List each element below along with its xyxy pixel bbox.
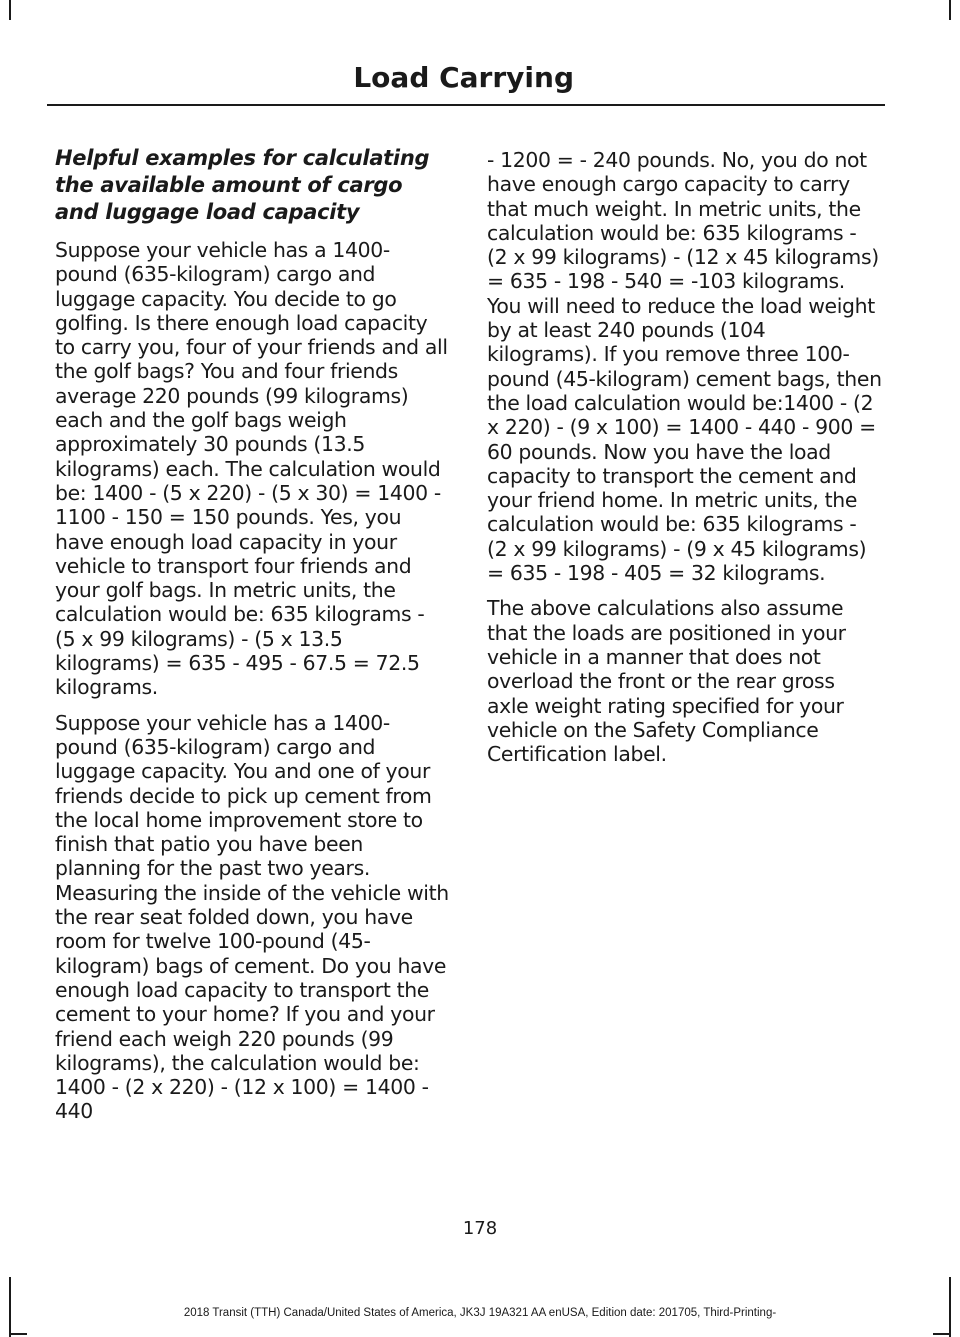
crop-mark-top-right — [949, 0, 951, 20]
left-column — [55, 145, 450, 1135]
crop-mark-bottom-left-h — [9, 1333, 27, 1335]
page-number: 178 — [462, 1218, 498, 1239]
paragraph-axle-note: The above calculations also assume that the loads are positioned in your vehicle in a manner that does not overload the front or the rear gross axle weight rating specified for your vehicle on the Safety Compliance Certification label. — [487, 596, 846, 767]
subheading: Helpful examples for calculating the available amount of cargo and luggage load capacity — [55, 146, 430, 224]
crop-mark-top-left — [9, 0, 11, 20]
crop-mark-bottom-right-h — [933, 1333, 951, 1335]
paragraph-golf-example: Suppose your vehicle has a 1400-pound (635-kilogram) cargo and luggage capacity. You decide to go golfing. Is there enough load capacity to carry you, four of your friends and all the golf bags? You and four friends average 220 pounds (99 kilograms) each and the golf bags weigh approximately 30 pounds (13.5 kilograms) each. The calculation would be: 1400 - (5 x 220) - (5 x 30) = 1400 - 1100 - 150 = 150 pounds. Yes, you have enough load capacity in your vehicle to transport four friends and your golf bags. In metric units, the calculation would be: 635 kilograms - (5 x 99 kilograms) - (5 x 13.5 kilograms) = 635 - 495 - 67.5 = 72.5 kilograms. — [55, 238, 448, 700]
paragraph-cement-example: Suppose your vehicle has a 1400-pound (635-kilogram) cargo and luggage capacity. You and one of your friends decide to pick up cement from the local home improvement store to finish that patio you have been planning for the past two years. Measuring the inside of the vehicle with the rear seat folded down, you have room for twelve 100-pound (45-kilogram) bags of cement. Do you have enough load capacity to transport the cement to your home? If you and your friend each weigh 220 pounds (99 kilograms), the calculation would be: 1400 - (2 x 220) - (12 x 100) = 1400 - 440 — [55, 710, 449, 1124]
footer-edition-line: 2018 Transit (TTH) Canada/United States of America, JK3J 19A321 AA enUSA, Edition date: 201705, Third-Printing- — [183, 1307, 777, 1319]
section-title: Load Carrying — [353, 61, 574, 94]
right-column — [487, 148, 882, 777]
paragraph-cement-continued: - 1200 = - 240 pounds. No, you do not have enough cargo capacity to carry that much weight. In metric units, the calculation would be: 635 kilograms - (2 x 99 kilograms) - (12 x 45 kilograms) = 635 - 198 - 540 = -103 kilograms. You will need to reduce the load weight by at least 240 pounds (104 kilograms). If you remove three 100-pound (45-kilogram) cement bags, then the load calculation would be:1400 - (2 x 220) - (9 x 100) = 1400 - 440 - 900 = 60 pounds. Now you have the load capacity to transport the cement and your friend home. In metric units, the calculation would be: 635 kilograms - (2 x 99 kilograms) - (9 x 45 kilograms) = 635 - 198 - 405 = 32 kilograms. — [487, 148, 882, 586]
header-divider — [47, 104, 885, 106]
